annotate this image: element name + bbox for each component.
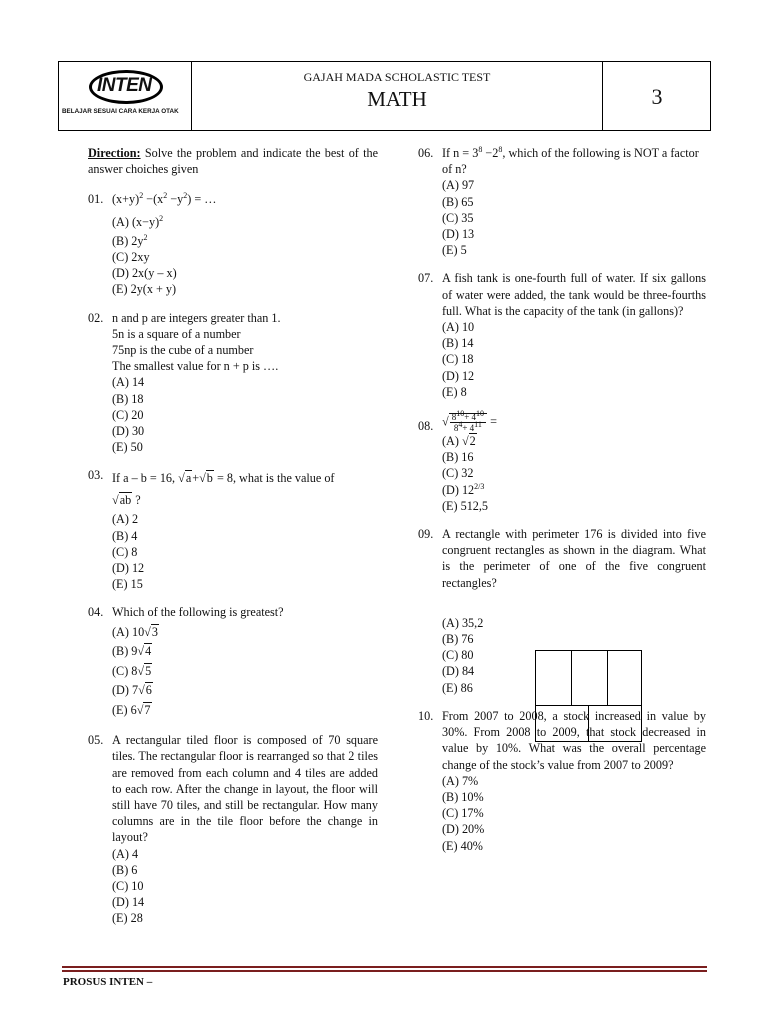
option: (D) 12: [112, 561, 145, 576]
sub-rectangle: [535, 705, 589, 742]
option: (C) 17%: [442, 806, 484, 821]
option: (A) 97: [442, 178, 475, 193]
test-name: GAJAH MADA SCHOLASTIC TEST: [303, 70, 491, 84]
question-01: [88, 191, 378, 297]
option: (D) 84: [442, 664, 475, 679]
option: (D) 13: [442, 227, 475, 242]
option: (B) 65: [442, 194, 474, 209]
option: (B) $2y^2$: [112, 232, 148, 248]
stem-line: The smallest value for n + p is ….: [112, 359, 279, 374]
option: (B) 76: [442, 632, 474, 647]
question-stem: From 2007 to 2008, a stock increased in value by 30%. From 2008 to 2009, that stock decreased in value by 10%. What was the overall percentage change of the stock’s value from 2007 to 2009?: [442, 708, 706, 772]
question-number: 06.: [418, 146, 434, 160]
sub-rectangle: [588, 705, 642, 742]
question-02: [88, 310, 378, 456]
question-number: 03.: [88, 468, 104, 483]
question-stem: If $n = 3^8 -2^8$, which of the following is NOT a factor of n?: [442, 144, 699, 177]
stem-line: 75np is the cube of a number: [112, 343, 254, 358]
question-stem: Which of the following is greatest?: [112, 605, 284, 620]
option: (C) 20: [112, 407, 144, 422]
question-06: [418, 145, 706, 258]
stem-line: 5n is a square of a number: [112, 326, 241, 341]
option: (D) $12^{2/3}$: [442, 481, 485, 497]
option: (A) 2: [112, 512, 139, 527]
option: (B) 9√4: [112, 644, 152, 659]
option: (A) 10√3: [112, 624, 158, 639]
question-07: [418, 270, 706, 400]
rectangle-diagram: [535, 650, 642, 742]
page-number: 3: [651, 84, 663, 109]
logo-cell: [59, 62, 192, 130]
option: (C) 32: [442, 466, 474, 481]
page-number-cell: [604, 62, 710, 130]
logo-word: INTEN: [97, 75, 152, 96]
option: (B) 10%: [442, 789, 484, 804]
direction-label: Direction:: [88, 146, 141, 160]
option: (A) 35,2: [442, 615, 484, 630]
question-stem: A rectangle with perimeter 176 is divided into five congruent rectangles as shown in the diagram. What is the perimeter of one of the five congruent rectangles?: [442, 527, 706, 590]
option: (B) 16: [442, 450, 474, 465]
direction-text: Solve the problem and indicate the best of the answer choiches given: [88, 146, 379, 177]
option: (C) 10: [112, 879, 144, 893]
options: [112, 214, 378, 298]
sub-rectangle: [607, 650, 642, 706]
option: (E) 512,5: [442, 498, 489, 513]
option: (C) 35: [442, 210, 474, 225]
direction: [88, 145, 378, 177]
sub-rectangle: [535, 650, 572, 706]
option: (D) 2x(y – x): [112, 266, 177, 281]
question-04: [88, 604, 378, 720]
logo-tagline: BELAJAR SESUAI CARA KERJA OTAK: [62, 108, 179, 115]
option: (E) 40%: [442, 838, 483, 853]
option: (E) 8: [442, 384, 467, 399]
question-stem: [112, 191, 378, 207]
question-stem: √ $\frac{8^{10}+ 4^{10}}{8^4+ 4^{11}}$ =: [442, 409, 497, 434]
option: (A) 14: [112, 375, 145, 390]
option: (C) 18: [442, 352, 474, 367]
option: (E) 2y(x + y): [112, 282, 177, 297]
option: (D) 12: [442, 368, 475, 383]
question-08: [418, 409, 706, 514]
question-number: 09.: [418, 527, 434, 542]
question-stem: A rectangular tiled floor is composed of 70 square tiles. The rectangular floor is rearranged so that 2 tiles are removed from each column and 4 tiles are added to each row. After the change in layout, the floor will still have 70 tiles, and still be rectangular. How many columns are in the tile floor before the change in layout?: [112, 733, 378, 845]
option: (C) 8: [112, 544, 138, 559]
option: (D) 20%: [442, 822, 485, 837]
option: (B) 18: [112, 391, 144, 406]
sub-rectangle: [571, 650, 608, 706]
stem-tail: = …: [191, 192, 217, 207]
question-number: 05.: [88, 733, 104, 748]
footer-rule: [62, 966, 707, 974]
question-number: 04.: [88, 605, 104, 620]
option: (B) 4: [112, 528, 138, 543]
question-number: 02.: [88, 310, 104, 325]
question-03: [88, 467, 378, 592]
option: (B) 14: [442, 336, 474, 351]
title-cell: [192, 62, 603, 130]
option: (E) 5: [442, 243, 467, 258]
option: (D) 30: [112, 424, 145, 439]
option: (E) 50: [112, 440, 143, 455]
left-column: [88, 145, 378, 939]
question-05: [88, 732, 378, 926]
option: (A) $(x-y)^2$: [112, 213, 164, 229]
fraction: $\frac{8^{10}+ 4^{10}}{8^4+ 4^{11}}$: [451, 409, 485, 434]
option: (A) √2: [442, 434, 476, 449]
option: (A) 7%: [442, 773, 479, 788]
option: (E) 28: [112, 911, 143, 926]
header-box: [58, 61, 711, 131]
question-number: 10.: [418, 708, 434, 723]
options: [112, 623, 378, 721]
footer-text: PROSUS INTEN –: [63, 976, 153, 988]
option: (A) 10: [442, 320, 475, 335]
option: (D) 14: [112, 895, 145, 910]
option: (E) 6√7: [112, 702, 151, 717]
question-number: 01.: [88, 192, 104, 207]
question-number: 07.: [418, 271, 434, 286]
stem-line: n and p are integers greater than 1.: [112, 310, 281, 325]
option: (B) 6: [112, 862, 138, 877]
question-stem: A fish tank is one-fourth full of water. If six gallons of water were added, the tank would be three-fourths full. What is the capacity of the tank (in gallons)?: [442, 271, 706, 318]
option: (C) 2xy: [112, 250, 150, 265]
question-number: 08.: [418, 419, 434, 434]
right-column: [418, 145, 706, 866]
question-stem: If a – b = 16, √a+√b = 8, what is the value of √ab ?: [112, 471, 335, 508]
option: (E) 15: [112, 577, 143, 592]
subject: MATH: [367, 87, 427, 111]
option: (C) 8√5: [112, 663, 152, 678]
option: (A) 4: [112, 846, 139, 861]
math-expression: $(x+y)^2 -(x^2 -y^2)$: [112, 191, 192, 207]
option: (D) 7√6: [112, 683, 152, 698]
option: (E) 86: [442, 680, 473, 695]
option: (C) 80: [442, 648, 474, 663]
